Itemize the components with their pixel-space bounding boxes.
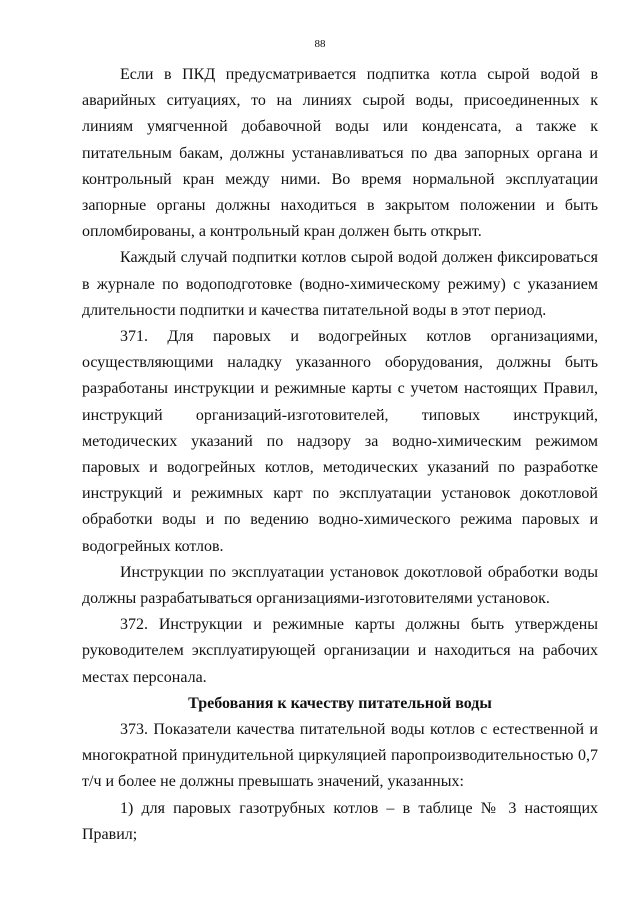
paragraph-installation-instructions: Инструкции по эксплуатации установок докотловой обработки воды должны разрабатываться организациями-изготовителями установок. <box>82 563 598 608</box>
paragraph-373: 373. Показатели качества питательной воды котлов с естественной и многократной принудительной циркуляцией паропроизводительностью 0,7 т/ч и более не должны превышать значений, указанных: <box>82 721 598 791</box>
page-number: 88 <box>314 38 326 50</box>
section-heading: Требования к качеству питательной воды <box>188 694 492 712</box>
list-item-1: 1) для паровых газотрубных котлов – в таблице № 3 настоящих Правил; <box>82 799 598 843</box>
paragraph-emergency-feed: Если в ПКД предусматривается подпитка котла сырой водой в аварийных ситуациях, то на линиях сырой воды, присоединенных к линиям умягченной добавочной воды или конденсата, а также к питательным бакам, должны устанавливаться по два запорных органа и контрольный кран между ними. Во время нормальной эксплуатации запорные органы должны находиться в закрытом положении и быть опломбированы, а контрольный кран должен быть открыт. <box>82 66 598 241</box>
paragraph-371: 371. Для паровых и водогрейных котлов организациями, осуществляющими наладку указанного оборудования, должны быть разработаны инструкции и режимные карты с учетом настоящих Правил, инструкций организаций-изготовителей, типовых инструкций, методических указаний по надзору за водно-химическим режимом паровых и водогрейных котлов, методических указаний по разработке инструкций и режимных карт по эксплуатации установок докотловой обработки воды и по ведению водно-химического режима паровых и водогрейных котлов. <box>82 328 598 555</box>
document-body <box>82 62 598 848</box>
paragraph-372: 372. Инструкции и режимные карты должны быть утверждены руководителем эксплуатирующей организации и находиться на рабочих местах персонала. <box>82 616 598 686</box>
paragraph-feed-logging: Каждый случай подпитки котлов сырой водой должен фиксироваться в журнале по водоподготовке (водно-химическому режиму) с указанием длительности подпитки и качества питательной воды в этот период. <box>82 249 598 319</box>
